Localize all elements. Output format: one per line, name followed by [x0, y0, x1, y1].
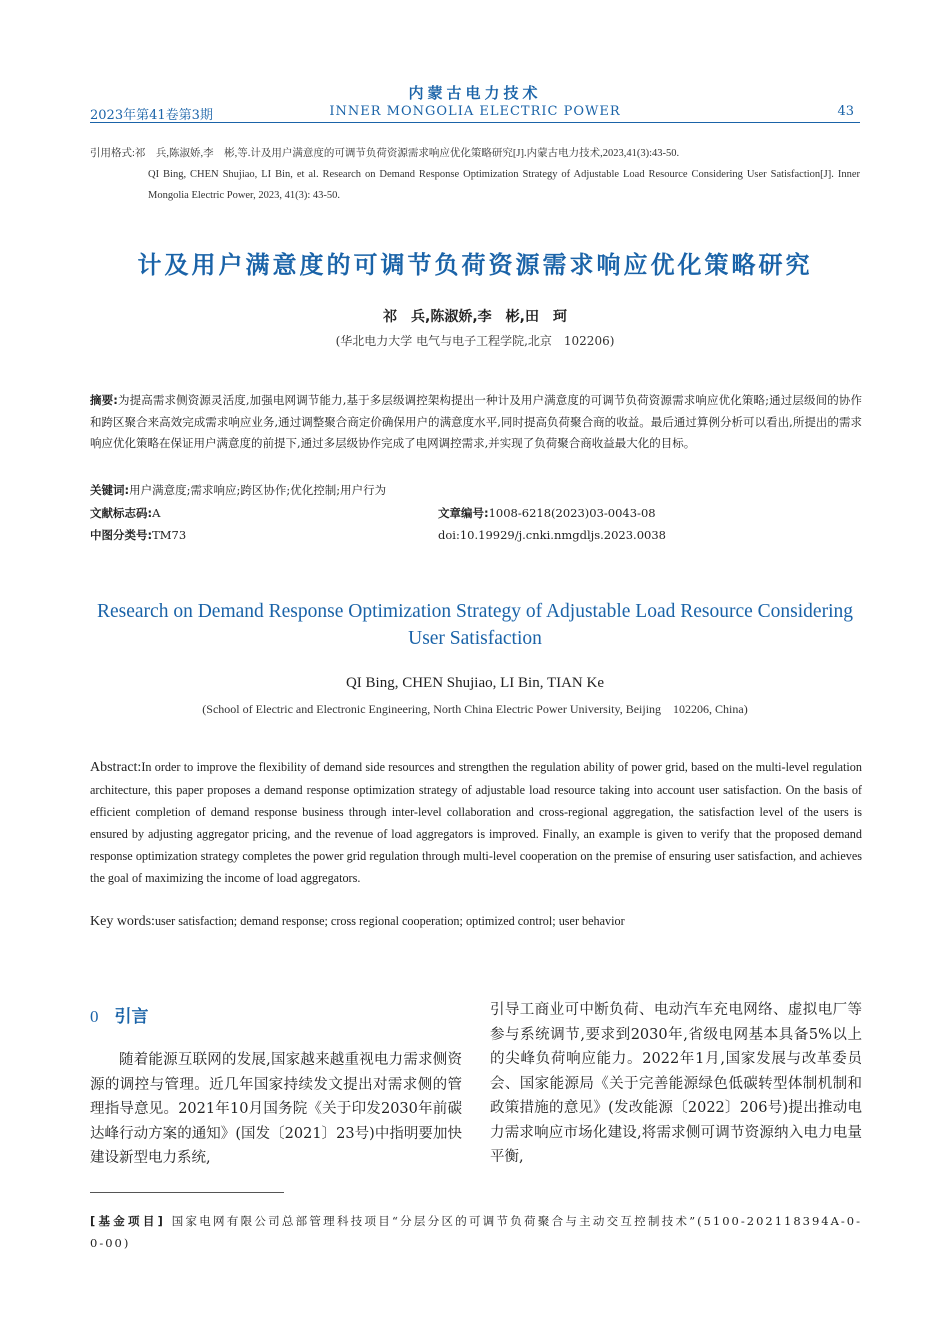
article-no-label: 文章编号: [438, 506, 489, 520]
authors-cn: 祁 兵,陈淑娇,李 彬,田 珂 [383, 309, 567, 325]
abstract-cn [90, 390, 862, 455]
abstract-en [90, 756, 862, 889]
paper-title-en: Research on Demand Response Optimization Strategy of Adjustable Load Resource Considering User Satisfaction [97, 601, 853, 649]
citation-cn: 引用格式:祁 兵,陈淑娇,李 彬,等.计及用户满意度的可调节负荷资源需求响应优化策略研究[J].内蒙古电力技术,2023,41(3):43-50. [90, 148, 680, 159]
citation-en: QI Bing, CHEN Shujiao, LI Bin, et al. Research on Demand Response Optimization Strategy of Adjustable Load Resource Considering User Satisfaction[J]. Inner Mongolia Electric Power, 2023, 41(3): 43-50. [148, 169, 860, 201]
affiliation-cn: (华北电力大学 电气与电子工程学院,北京 102206) [335, 334, 615, 348]
article-no-value: 1008-6218(2023)03-0043-08 [488, 506, 656, 520]
journal-title-cn: 内蒙古电力技术 [408, 84, 542, 102]
header-divider [90, 122, 860, 123]
body-column-left: 随着能源互联网的发展,国家越来越重视电力需求侧资源的调控与管理。近几年国家持续发文提出对需求侧的管理指导意见。2021年10月国务院《关于印发2030年前碳达峰行动方案的通知》(国发〔2021〕23号)中指明要加快建设新型电力系统, [90, 1052, 462, 1166]
document-code [90, 503, 160, 525]
doc-code-value: A [152, 506, 161, 520]
doc-code-label: 文献标志码: [90, 506, 153, 520]
doi: doi:10.19929/j.cnki.nmgdljs.2023.0038 [438, 528, 666, 542]
keywords-cn-label: 关键词: [90, 483, 130, 497]
keywords-en [90, 910, 862, 933]
section-title: 引言 [114, 1007, 149, 1027]
article-number [438, 503, 656, 525]
abstract-cn-label: 摘要: [90, 393, 118, 407]
keywords-cn [90, 480, 862, 502]
authors-en: QI Bing, CHEN Shujiao, LI Bin, TIAN Ke [345, 675, 605, 691]
section-heading [90, 1002, 149, 1027]
clc-value: TM73 [152, 528, 187, 542]
keywords-cn-text: 用户满意度;需求响应;跨区协作;优化控制;用户行为 [129, 483, 387, 497]
clc-label: 中图分类号: [90, 528, 153, 542]
journal-title-en: INNER MONGOLIA ELECTRIC POWER [329, 104, 621, 119]
clc-number [90, 525, 186, 547]
abstract-en-label: Abstract: [90, 760, 142, 775]
abstract-en-text: In order to improve the flexibility of demand side resources and strengthen the regulation ability of power grid, based on the multi-level regulation architecture, this paper proposes a demand response optimization strategy of adjustable load resource taking into account user satisfaction. On the basis of efficient completion of demand response business through inter-level collaboration and cross-regional aggregation, the satisfaction level of the users is ensured by adjusting aggregator pricing, and the revenue of load aggregators is improved. Finally, an example is given to verify that the proposed demand response optimization strategy completes the power grid regulation through multi-level cooperation on the premise of ensuring user satisfaction, and achieves the goal of maximizing the income of load aggregators. [90, 760, 862, 885]
affiliation-en: (School of Electric and Electronic Engineering, North China Electric Power University, Beijing 102206, China) [202, 702, 748, 716]
page-number: 43 [837, 104, 854, 119]
keywords-en-label: Key words: [90, 914, 155, 929]
keywords-en-text: user satisfaction; demand response; cross regional cooperation; optimized control; user behavior [154, 914, 625, 928]
section-number: 0 [90, 1007, 99, 1026]
body-column-right: 引导工商业可中断负荷、电动汽车充电网络、虚拟电厂等参与系统调节,要求到2030年,省级电网基本具备5%以上的尖峰负荷响应能力。2022年1月,国家发展与改革委员会、国家能源局《关于完善能源绿色低碳转型体制机制和政策措施的意见》(发改能源〔2022〕206号)提出推动电力需求响应市场化建设,将需求侧可调节资源纳入电力电量平衡, [490, 1002, 862, 1165]
issue-info: 2023年第41卷第3期 [90, 108, 213, 123]
footnote-text: 国家电网有限公司总部管理科技项目“分层分区的可调节负荷聚合与主动交互控制技术”(5100-202118394A-0-0-00) [90, 1214, 862, 1250]
paper-title-cn: 计及用户满意度的可调节负荷资源需求响应优化策略研究 [137, 251, 813, 279]
footnote-divider [90, 1192, 284, 1193]
abstract-cn-text: 为提高需求侧资源灵活度,加强电网调节能力,基于多层级调控架构提出一种计及用户满意度的可调节负荷资源需求响应优化策略;通过层级间的协作和跨区聚合来高效完成需求响应业务,通过调整聚合商定价确保用户的满意度水平,同时提高负荷聚合商的收益。最后通过算例分析可以看出,所提出的需求响应优化策略在保证用户满意度的前提下,通过多层级协作完成了电网调控需求,并实现了负荷聚合商收益最大化的目标。 [90, 393, 862, 451]
funding-footnote [90, 1210, 862, 1254]
footnote-label: [基金项目] [90, 1214, 166, 1228]
